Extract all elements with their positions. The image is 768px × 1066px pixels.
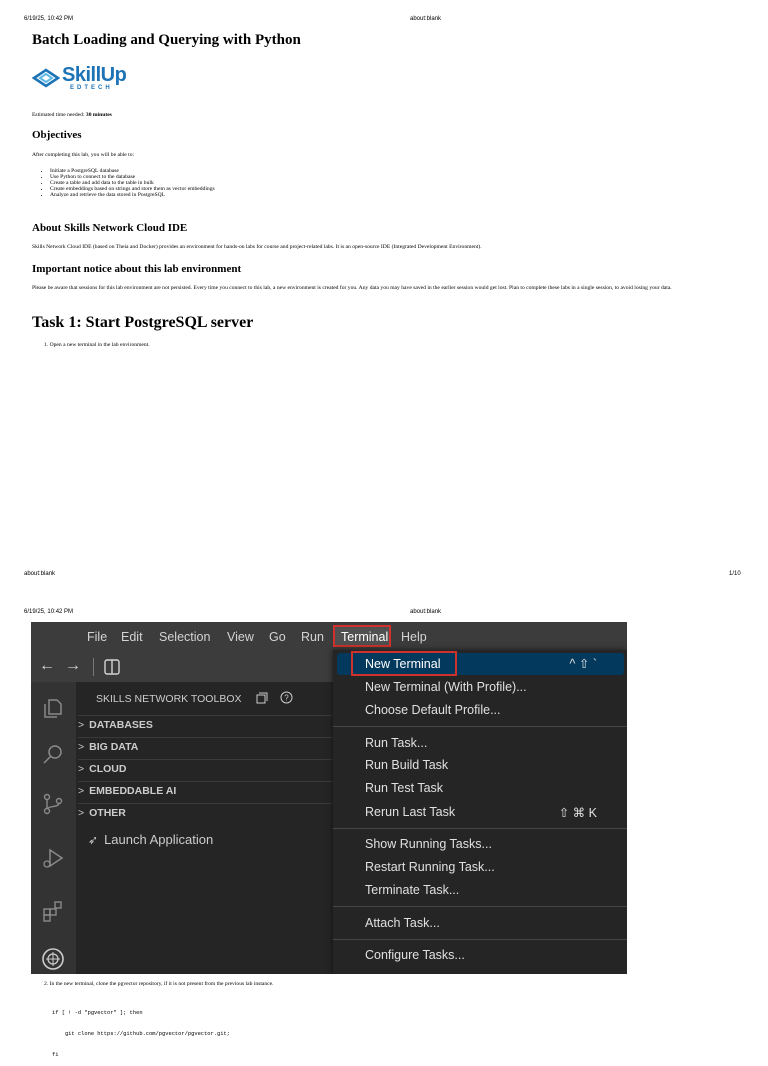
menu-item-attach-task[interactable]: Attach Task... xyxy=(365,916,440,930)
menu-separator xyxy=(333,906,627,907)
menu-go[interactable]: Go xyxy=(269,630,286,644)
print-footer-url: about:blank xyxy=(24,571,56,577)
print-timestamp: 6/19/25, 10:42 PM xyxy=(24,16,74,22)
toolbox-sidebar xyxy=(76,682,334,974)
menu-item-new-terminal[interactable]: New Terminal xyxy=(365,657,441,671)
notice-heading: Important notice about this lab environment xyxy=(32,263,242,275)
explorer-icon[interactable] xyxy=(41,695,65,719)
print-page-number: 1/10 xyxy=(729,571,741,577)
menu-item-run-task[interactable]: Run Task... xyxy=(365,736,428,750)
chevron-right-icon: > xyxy=(78,741,85,753)
skills-network-icon[interactable] xyxy=(41,947,65,971)
menu-item-run-build-task[interactable]: Run Build Task xyxy=(365,758,449,772)
about-heading: About Skills Network Cloud IDE xyxy=(32,222,188,234)
toolbar-divider xyxy=(93,658,94,676)
menu-item-configure-tasks[interactable]: Configure Tasks... xyxy=(365,948,465,962)
code-line: git clone https://github.com/pgvector/pgvector.git; xyxy=(52,1031,230,1037)
code-line: if [ ! -d "pgvector" ]; then xyxy=(52,1010,143,1016)
rocket-icon: ➶ xyxy=(88,833,99,847)
collapse-all-icon[interactable] xyxy=(256,692,268,704)
menu-separator xyxy=(333,828,627,829)
tree-divider xyxy=(78,715,334,716)
print-url-header: about:blank xyxy=(410,16,442,22)
skillup-logo xyxy=(32,64,132,94)
menu-terminal-highlight[interactable] xyxy=(333,625,391,647)
notice-text: Please be aware that sessions for this lab environment are not persisted. Every time you connect to this lab, a new environment is created for you. Any data you may have saved in the earlier session would get lost. Plan to complete these labs in a single session, to avoid losing your data. xyxy=(32,285,672,291)
chevron-right-icon: > xyxy=(78,763,85,775)
about-text: Skills Network Cloud IDE (based on Theia and Docker) provides an environment for hands-on labs for course and project-related labs. It is an open-source IDE (Integrated Development Environment). xyxy=(32,244,482,250)
list-item: • Create embeddings based on strings and store them as vector embeddings xyxy=(50,186,215,192)
menu-help[interactable]: Help xyxy=(401,630,427,644)
menu-terminal[interactable]: Terminal xyxy=(341,630,389,644)
shortcut-new-terminal: ^ ⇧ ` xyxy=(569,657,597,671)
page-title: Batch Loading and Querying with Python xyxy=(32,32,301,48)
logo-sub-text: EDTECH xyxy=(70,85,113,91)
run-debug-icon[interactable] xyxy=(41,846,65,870)
source-control-icon[interactable] xyxy=(41,792,65,816)
launch-application-link[interactable]: ➶ Launch Application xyxy=(88,832,214,847)
code-line: fi xyxy=(52,1052,59,1058)
menu-separator xyxy=(333,726,627,727)
tree-item-databases[interactable]: > DATABASES xyxy=(78,719,153,731)
menu-item-rerun-last-task[interactable]: Rerun Last Task xyxy=(365,805,456,819)
chevron-right-icon: > xyxy=(78,719,85,731)
step-1-text: 1. Open a new terminal in the lab environment. xyxy=(44,342,150,348)
menu-item-terminate-task[interactable]: Terminate Task... xyxy=(365,883,460,897)
chevron-right-icon: > xyxy=(78,785,85,797)
forward-arrow-icon[interactable]: → xyxy=(65,657,81,674)
step-2-text: 2. In the new terminal, clone the pgvector repository, if it is not present from the previous lab instance. xyxy=(44,981,274,987)
logo-brand-text: SkillUp xyxy=(62,64,127,86)
objectives-intro: After completing this lab, you will be able to: xyxy=(32,152,135,158)
objectives-heading: Objectives xyxy=(32,129,82,141)
menu-item-choose-default-profile[interactable]: Choose Default Profile... xyxy=(365,703,501,717)
logo-mark-icon xyxy=(32,66,60,90)
list-item: • Initiate a PostgreSQL database xyxy=(50,168,215,174)
list-item: • Analyze and retrieve the data stored in PostgreSQL xyxy=(50,192,215,198)
menu-item-show-running-tasks[interactable]: Show Running Tasks... xyxy=(365,837,492,851)
tree-divider xyxy=(78,737,334,738)
menu-item-restart-running-task[interactable]: Restart Running Task... xyxy=(365,860,495,874)
print-timestamp-2: 6/19/25, 10:42 PM xyxy=(24,609,74,615)
menu-selection[interactable]: Selection xyxy=(159,630,211,644)
back-arrow-icon[interactable]: ← xyxy=(39,657,55,674)
estimated-time: Estimated time needed: 30 minutes xyxy=(32,112,112,118)
tree-item-embeddable-ai[interactable]: > EMBEDDABLE AI xyxy=(78,785,177,797)
svg-text:?: ? xyxy=(284,693,289,703)
help-circle-icon[interactable] xyxy=(280,691,293,704)
menu-item-new-terminal-profile[interactable]: New Terminal (With Profile)... xyxy=(365,680,527,694)
menu-view[interactable]: View xyxy=(227,630,254,644)
chevron-right-icon: > xyxy=(78,807,85,819)
toolbox-title: SKILLS NETWORK TOOLBOX xyxy=(96,693,242,705)
ide-screenshot xyxy=(31,622,627,974)
menu-separator xyxy=(333,939,627,940)
print-url-header-2: about:blank xyxy=(410,609,442,615)
menu-run[interactable]: Run xyxy=(301,630,324,644)
tree-divider xyxy=(78,759,334,760)
code-block xyxy=(52,996,230,1066)
list-item: • Use Python to connect to the database xyxy=(50,174,215,180)
list-item: • Create a table and add data to the table in bulk xyxy=(50,180,215,186)
menu-item-run-test-task[interactable]: Run Test Task xyxy=(365,781,444,795)
tree-item-cloud[interactable]: > CLOUD xyxy=(78,763,127,775)
task1-heading: Task 1: Start PostgreSQL server xyxy=(32,314,254,331)
menu-bar xyxy=(31,622,627,652)
tree-item-big-data[interactable]: > BIG DATA xyxy=(78,741,139,753)
extensions-icon[interactable] xyxy=(41,899,65,923)
tree-divider xyxy=(78,781,334,782)
menu-edit[interactable]: Edit xyxy=(121,630,143,644)
objectives-list xyxy=(32,168,215,198)
shortcut-rerun-last-task: ⇧ ⌘ K xyxy=(558,806,597,820)
tree-divider xyxy=(78,803,334,804)
search-icon[interactable] xyxy=(41,742,65,766)
terminal-menu-dropdown xyxy=(333,650,627,974)
tree-item-other[interactable]: > OTHER xyxy=(78,807,126,819)
split-editor-icon[interactable] xyxy=(104,659,120,675)
menu-file[interactable]: File xyxy=(87,630,108,644)
activity-bar xyxy=(31,682,76,974)
